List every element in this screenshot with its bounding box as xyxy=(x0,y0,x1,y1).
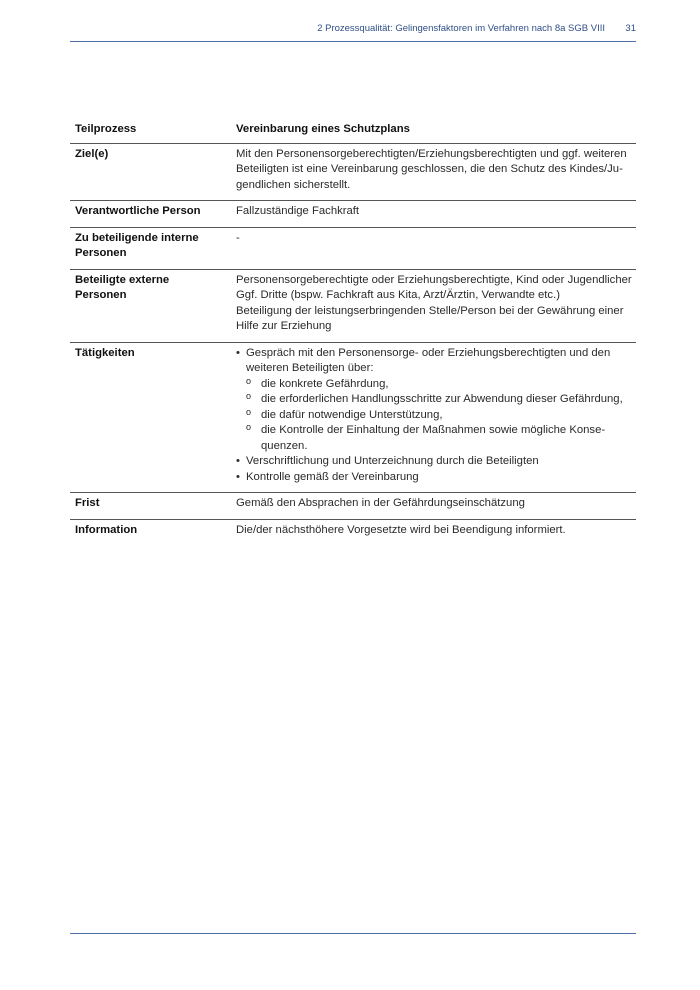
bullet-mark: • xyxy=(236,455,240,467)
page-number: 31 xyxy=(625,23,636,34)
list-item xyxy=(236,454,632,470)
list-item xyxy=(236,346,632,377)
table-row-information xyxy=(70,519,636,545)
text-line: Hilfe zur Erziehung xyxy=(236,320,332,332)
text-line: Mit den Personensorgeberechtigten/Erziehungsberechtigten und ggf. weiteren xyxy=(236,147,627,160)
header-label-cell: Teilprozess xyxy=(75,123,137,135)
sub-mark: o xyxy=(246,422,252,432)
sub-mark: o xyxy=(246,375,252,386)
sub-list-item xyxy=(236,377,632,393)
row-label: Information xyxy=(70,519,231,545)
table-row-taetigkeiten xyxy=(70,342,636,493)
sub-mark: o xyxy=(246,391,252,401)
sub-list-item xyxy=(236,408,632,424)
running-title: 2 Prozessqualität: Gelingensfaktoren im Verfahren nach 8a SGB VIII xyxy=(317,23,605,34)
text-line: Beteiligten ist eine Vereinbarung geschlossen, die den Schutz des Kindes/Ju- xyxy=(236,163,623,175)
row-label: Tätigkeiten xyxy=(70,342,231,493)
text-line: Verschriftlichung und Unterzeichnung durch die Beteiligten xyxy=(246,455,539,467)
process-table xyxy=(70,120,636,545)
row-label: Ziel(e) xyxy=(70,143,231,201)
table-row-interne xyxy=(70,227,636,269)
text-line: Beteiligung der leistungserbringenden Stelle/Person bei der Gewährung einer xyxy=(236,304,624,317)
text-line: quenzen. xyxy=(261,439,308,452)
sub-list-item xyxy=(236,423,632,454)
label-line: Zu beteiligende interne xyxy=(75,231,199,244)
table-header-row xyxy=(70,120,636,143)
header-value-cell: Vereinbarung eines Schutzplans xyxy=(236,123,410,135)
bullet-mark: • xyxy=(236,470,240,483)
row-label: Frist xyxy=(70,493,231,520)
row-value xyxy=(231,143,636,201)
text-line: gendlichen sicherstellt. xyxy=(236,178,351,191)
text-line: Kontrolle gemäß der Vereinbarung xyxy=(246,470,419,483)
list-item xyxy=(236,470,632,486)
text-line: Personensorgeberechtigte oder Erziehungsberechtigte, Kind oder Jugendlicher xyxy=(236,273,632,286)
label-line: Personen xyxy=(75,247,127,259)
text-line: die konkrete Gefährdung, xyxy=(261,377,389,390)
text-line: Ggf. Dritte (bspw. Fachkraft aus Kita, Arzt/Ärztin, Verwandte etc.) xyxy=(236,289,560,301)
bottom-rule xyxy=(70,933,636,934)
label-line: Personen xyxy=(75,289,127,301)
table-row-verantwortliche xyxy=(70,201,636,228)
row-value xyxy=(231,342,636,493)
text-line: die dafür notwendige Unterstützung, xyxy=(261,408,443,421)
row-label xyxy=(70,269,231,342)
text-line: weiteren Beteiligten über: xyxy=(246,362,374,374)
row-value: - xyxy=(231,227,636,269)
row-value: Fallzuständige Fachkraft xyxy=(231,201,636,228)
table-row-frist xyxy=(70,493,636,520)
text-line: Gespräch mit den Personensorge- oder Erziehungsberechtigten und den xyxy=(246,346,611,359)
bullet-mark: • xyxy=(236,346,240,359)
row-value: Gemäß den Absprachen in der Gefährdungseinschätzung xyxy=(231,493,636,520)
row-value: Die/der nächsthöhere Vorgesetzte wird bei Beendigung informiert. xyxy=(231,519,636,545)
table-row-externe xyxy=(70,269,636,342)
running-header xyxy=(70,22,636,42)
text-line: die erforderlichen Handlungsschritte zur Abwendung dieser Gefährdung, xyxy=(261,393,623,405)
label-line: Beteiligte externe xyxy=(75,273,170,286)
row-label: Verantwortliche Person xyxy=(70,201,231,228)
sub-list-item xyxy=(236,392,632,408)
sub-mark: o xyxy=(246,406,252,417)
table-row-ziele xyxy=(70,143,636,201)
text-line: die Kontrolle der Einhaltung der Maßnahmen sowie mögliche Konse- xyxy=(261,424,606,436)
row-value xyxy=(231,269,636,342)
row-label xyxy=(70,227,231,269)
